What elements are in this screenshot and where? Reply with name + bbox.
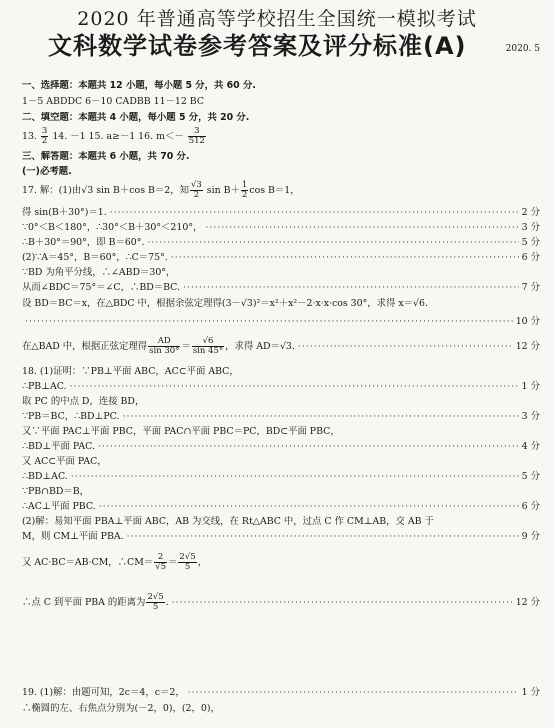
fraction: $\frac{√6}{\sin 45^\circ}$ (192, 336, 224, 356)
fraction: $\frac{2}{√5}$ (155, 552, 167, 572)
q19-line-2: ∴椭圆的左、右焦点分别为(－2，0)，(2，0)， (22, 703, 220, 714)
q17-line-9 (22, 316, 540, 328)
q18-line-3: 取 PC 的中点 D，连接 BD， (22, 396, 145, 407)
score: 9 分 (521, 531, 540, 542)
q17-line-6: ∵BD 为角平分线，∴∠ABD＝30°， (22, 267, 176, 278)
q17-line-1: 17. 解：(1)由√3 sin B＋cos B＝2，知 $\frac{√3}{2}$ sin B＋ $\frac{1}{2}$ cos B＝1， (22, 180, 300, 200)
fraction: $\frac{AD}{\sin 30^\circ}$ (149, 336, 180, 356)
q17-line-8: 设 BD＝BC＝x，在△BDC 中，根据余弦定理得(3－√3)²＝x²＋x²－2·x·x·cos 30°，求得 x＝√6. (22, 298, 428, 309)
q18-line-12: M，则 CM⊥平面 PBA. ····· 9 分 (22, 531, 540, 543)
q18-line-9: ∵PB∩BD＝B， (22, 486, 90, 497)
answer-13-label: 13. (22, 131, 37, 142)
q17-line-3: ∵0°＜B＜180°，∴30°＜B＋30°＜210°， ····· 3 分 (22, 222, 540, 234)
q18-line-7: 又 AC⊂平面 PAC， (22, 456, 107, 467)
q18-line-8: ∴BD⊥AC. ····· 5 分 (22, 471, 540, 483)
section1-answers: 1－5 ABDDC 6－10 CADBB 11－12 BC (22, 96, 205, 107)
score: 6 分 (521, 252, 540, 263)
section1-heading: 一、选择题：本题共 12 小题，每小题 5 分，共 60 分. (22, 80, 256, 91)
exam-title: 2020 年普通高等学校招生全国统一模拟考试 (77, 8, 477, 30)
fraction: $\frac{2√5}{5}$ (147, 592, 164, 612)
exam-date: 2020. 5 (505, 44, 540, 54)
fraction: $\frac{√3}{2}$ (190, 180, 202, 200)
q17-line-7: 从而∠BDC＝75°＝∠C，∴BD＝BC. ····· 7 分 (22, 282, 540, 294)
score: 3 分 (521, 411, 540, 422)
answer-13-fraction: $\frac{3}{2}$ (41, 126, 48, 146)
section2-answers (22, 126, 540, 148)
q18-line-6: ∴BD⊥平面 PAC. ····· 4 分 (22, 441, 540, 453)
score: 6 分 (521, 501, 540, 512)
answer-14-16-text: 14. －1 15. a≥－1 16. m＜－ (52, 131, 184, 142)
q18-line-2: ∴PB⊥AC. ····· 1 分 (22, 381, 540, 393)
score: 7 分 (521, 282, 540, 293)
answer-key-title: 文科数学试卷参考答案及评分标准(A) (48, 32, 467, 60)
score: 3 分 (521, 222, 540, 233)
q17-line-5: (2)∵A＝45°，B＝60°，∴C＝75°. ····· 6 分 (22, 252, 540, 264)
fraction: $\frac{2√5}{5}$ (179, 552, 196, 572)
answer-16-fraction: $\frac{3}{512}$ (188, 126, 205, 146)
score: 4 分 (521, 441, 540, 452)
q19-line-1: 19. (1)解：由题可知，2c＝4，c＝2， ····· 1 分 (22, 687, 540, 699)
score: 1 分 (521, 687, 540, 698)
q17-line-2: 得 sin(B＋30°)＝1. ····· 2 分 (22, 207, 540, 219)
score: 10 分 (515, 316, 540, 327)
score: 5 分 (521, 237, 540, 248)
q18-line-10: ∴AC⊥平面 PBC. ····· 6 分 (22, 501, 540, 513)
score: 12 分 (515, 597, 540, 608)
q18-line-4: ∵PB＝BC，∴BD⊥PC. ····· 3 分 (22, 411, 540, 423)
q17-line-4: ∴B＋30°＝90°，即 B＝60°. ····· 5 分 (22, 237, 540, 249)
score: 2 分 (521, 207, 540, 218)
q18-line-13: 又 AC·BC＝AB·CM，∴CM＝ $\frac{2}{√5}$ ＝ $\frac{2√5}{5}$ ， (22, 552, 208, 572)
score: 12 分 (515, 341, 540, 352)
section3-subheading: (一)必考题. (22, 166, 72, 177)
q18-line-1: 18. (1)证明：∵PB⊥平面 ABC，AC⊂平面 ABC， (22, 366, 239, 377)
score: 1 分 (521, 381, 540, 392)
section3-heading: 三、解答题：本题共 6 小题，共 70 分. (22, 151, 190, 162)
q18-line-5: 又∵平面 PAC⊥平面 PBC，平面 PAC∩平面 PBC＝PC，BD⊂平面 PBC， (22, 426, 340, 437)
score: 5 分 (521, 471, 540, 482)
q17-line-10: 在△BAD 中，根据正弦定理得 $\frac{AD}{\sin 30^\circ}$ ＝ $\frac{√6}{\sin 45^\circ}$ ，求得 AD＝√3. ····· 12 分 (22, 335, 540, 359)
q18-line-14: ∴点 C 到平面 PBA 的距离为 $\frac{2√5}{5}$ . ····· 12 分 (22, 591, 540, 615)
fraction: $\frac{1}{2}$ (241, 180, 248, 200)
section2-heading: 二、填空题：本题共 4 小题，每小题 5 分，共 20 分. (22, 112, 250, 123)
q18-line-11: (2)解：易知平面 PBA⊥平面 ABC，AB 为交线，在 Rt△ABC 中，过点 C 作 CM⊥AB，交 AB 于 (22, 516, 434, 527)
